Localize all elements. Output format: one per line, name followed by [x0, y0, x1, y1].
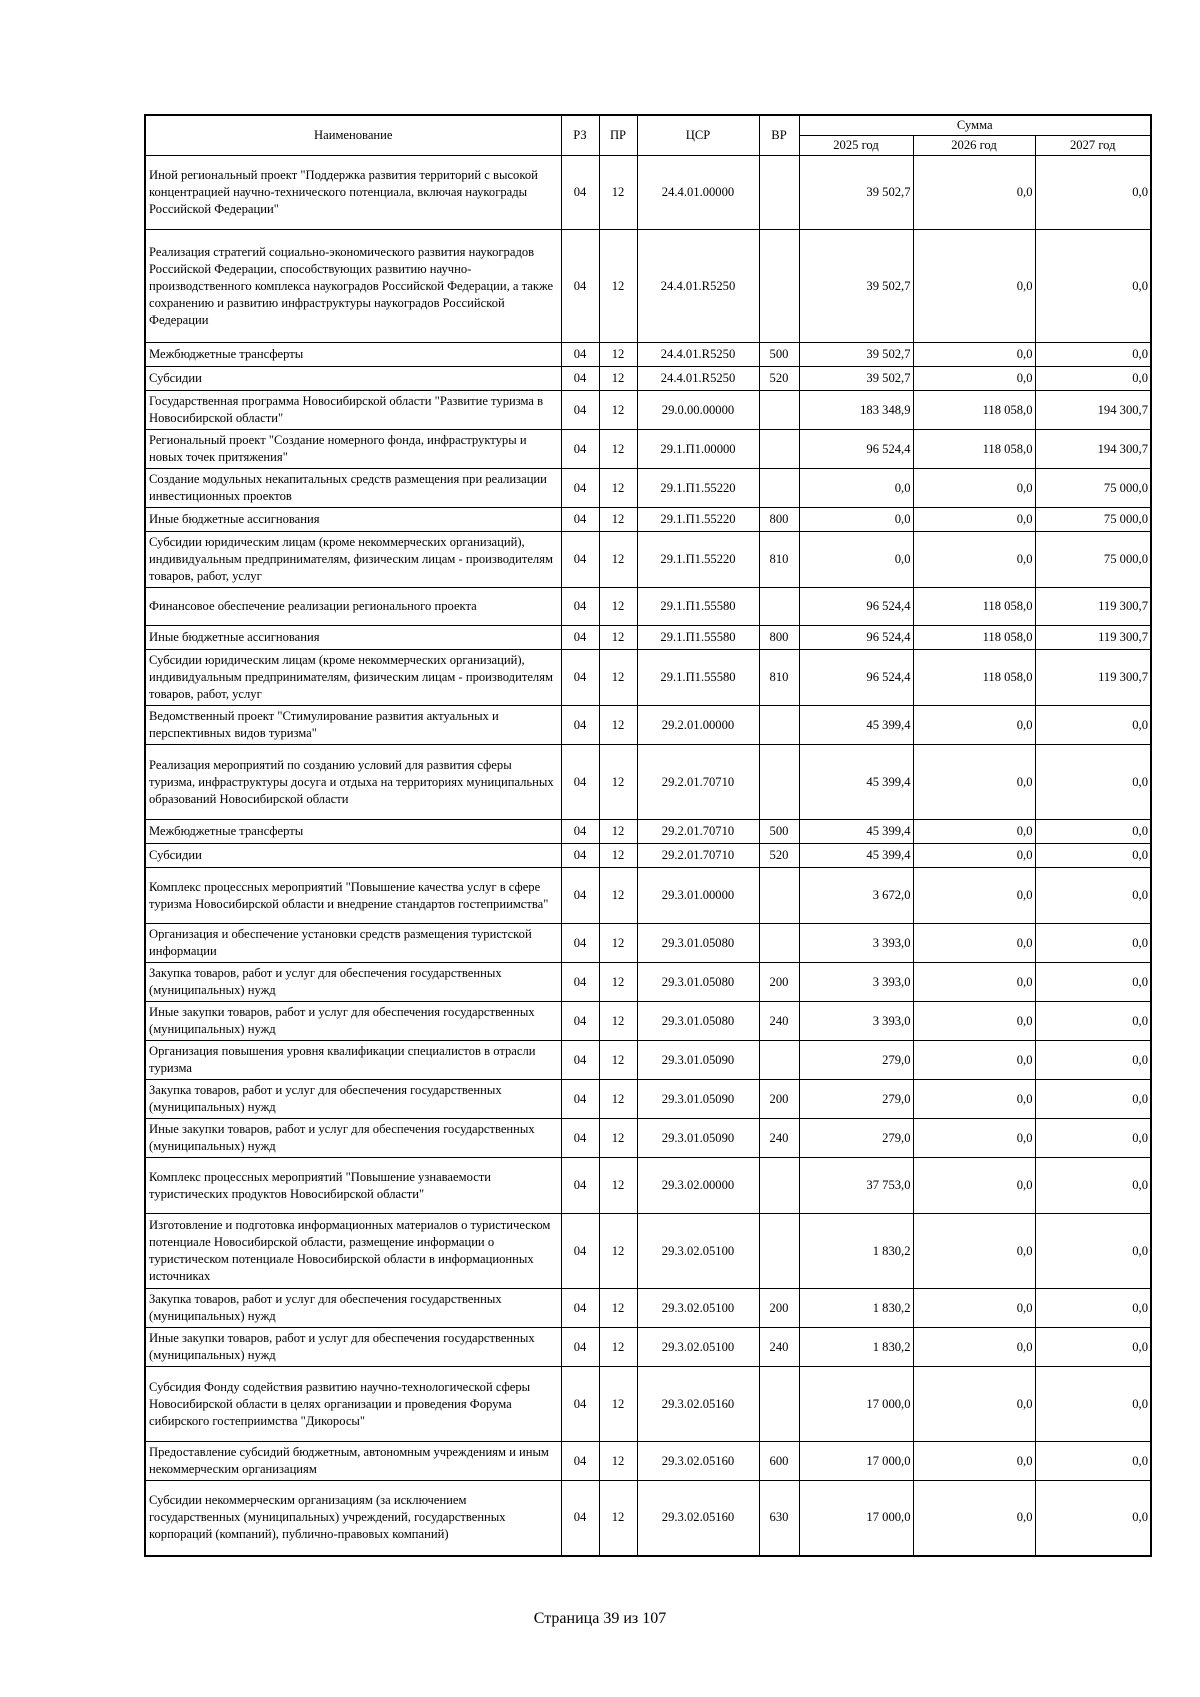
cell-2025: 45 399,4 [799, 706, 913, 745]
cell-rz: 04 [561, 963, 599, 1002]
cell-vr: 500 [759, 820, 799, 844]
cell-2026: 0,0 [913, 1119, 1035, 1158]
col-header-2025: 2025 год [799, 136, 913, 156]
cell-rz: 04 [561, 508, 599, 532]
cell-2026: 118 058,0 [913, 430, 1035, 469]
table-row [145, 430, 1151, 469]
cell-csr: 29.3.02.00000 [637, 1158, 759, 1214]
cell-vr [759, 391, 799, 430]
cell-csr: 24.4.01.R5250 [637, 343, 759, 367]
cell-name: Субсидии юридическим лицам (кроме некоммерческих организаций), индивидуальным предпринимателям, физическим лицам - производителям товаров, работ, услуг [145, 650, 561, 706]
cell-pr: 12 [599, 1442, 637, 1481]
cell-csr: 29.3.02.05100 [637, 1214, 759, 1289]
table-row [145, 1289, 1151, 1328]
cell-2026: 0,0 [913, 1158, 1035, 1214]
cell-vr: 810 [759, 650, 799, 706]
cell-pr: 12 [599, 820, 637, 844]
cell-vr: 630 [759, 1481, 799, 1556]
cell-2025: 96 524,4 [799, 626, 913, 650]
cell-2026: 0,0 [913, 1214, 1035, 1289]
cell-vr [759, 430, 799, 469]
cell-vr: 810 [759, 532, 799, 588]
cell-2025: 0,0 [799, 508, 913, 532]
cell-name: Иные закупки товаров, работ и услуг для обеспечения государственных (муниципальных) нужд [145, 1328, 561, 1367]
col-header-2026: 2026 год [913, 136, 1035, 156]
table-row [145, 469, 1151, 508]
cell-vr [759, 1158, 799, 1214]
cell-rz: 04 [561, 1041, 599, 1080]
cell-2027: 75 000,0 [1035, 469, 1151, 508]
table-body [145, 156, 1151, 1556]
cell-vr: 600 [759, 1442, 799, 1481]
cell-pr: 12 [599, 1119, 637, 1158]
col-header-vr: ВР [759, 115, 799, 156]
cell-csr: 29.3.01.05090 [637, 1119, 759, 1158]
cell-name: Закупка товаров, работ и услуг для обеспечения государственных (муниципальных) нужд [145, 963, 561, 1002]
table-row [145, 1119, 1151, 1158]
cell-name: Закупка товаров, работ и услуг для обеспечения государственных (муниципальных) нужд [145, 1289, 561, 1328]
cell-pr: 12 [599, 430, 637, 469]
cell-pr: 12 [599, 1158, 637, 1214]
cell-2026: 0,0 [913, 868, 1035, 924]
cell-2026: 0,0 [913, 508, 1035, 532]
cell-csr: 29.3.02.05160 [637, 1481, 759, 1556]
cell-2025: 96 524,4 [799, 588, 913, 626]
table-row [145, 706, 1151, 745]
cell-csr: 29.3.01.05080 [637, 924, 759, 963]
cell-name: Финансовое обеспечение реализации регионального проекта [145, 588, 561, 626]
cell-pr: 12 [599, 156, 637, 230]
cell-csr: 29.1.П1.55580 [637, 650, 759, 706]
cell-csr: 29.1.П1.55580 [637, 626, 759, 650]
cell-rz: 04 [561, 1328, 599, 1367]
table-row [145, 156, 1151, 230]
cell-pr: 12 [599, 1080, 637, 1119]
cell-2026: 0,0 [913, 963, 1035, 1002]
table-row [145, 1367, 1151, 1442]
cell-vr [759, 156, 799, 230]
cell-2025: 45 399,4 [799, 745, 913, 820]
cell-rz: 04 [561, 430, 599, 469]
table-row [145, 844, 1151, 868]
cell-2027: 0,0 [1035, 745, 1151, 820]
cell-csr: 24.4.01.R5250 [637, 367, 759, 391]
cell-rz: 04 [561, 1119, 599, 1158]
cell-vr: 240 [759, 1328, 799, 1367]
cell-2026: 0,0 [913, 1481, 1035, 1556]
cell-2026: 0,0 [913, 820, 1035, 844]
budget-table [144, 114, 1152, 1557]
cell-2026: 0,0 [913, 156, 1035, 230]
cell-2025: 17 000,0 [799, 1481, 913, 1556]
cell-2026: 0,0 [913, 1041, 1035, 1080]
cell-name: Субсидии [145, 844, 561, 868]
cell-csr: 29.2.01.70710 [637, 844, 759, 868]
cell-rz: 04 [561, 1214, 599, 1289]
cell-name: Предоставление субсидий бюджетным, автономным учреждениям и иным некоммерческим организациям [145, 1442, 561, 1481]
cell-2027: 0,0 [1035, 1481, 1151, 1556]
cell-csr: 24.4.01.R5250 [637, 230, 759, 343]
cell-name: Иные закупки товаров, работ и услуг для обеспечения государственных (муниципальных) нужд [145, 1002, 561, 1041]
cell-pr: 12 [599, 230, 637, 343]
cell-pr: 12 [599, 1289, 637, 1328]
cell-csr: 29.3.01.05090 [637, 1041, 759, 1080]
cell-vr [759, 1367, 799, 1442]
cell-csr: 29.3.01.00000 [637, 868, 759, 924]
table-row [145, 367, 1151, 391]
cell-2026: 0,0 [913, 1367, 1035, 1442]
cell-rz: 04 [561, 1002, 599, 1041]
cell-pr: 12 [599, 391, 637, 430]
col-header-sum: Сумма [799, 115, 1151, 136]
cell-pr: 12 [599, 588, 637, 626]
cell-2027: 0,0 [1035, 1289, 1151, 1328]
cell-2026: 0,0 [913, 706, 1035, 745]
col-header-2027: 2027 год [1035, 136, 1151, 156]
cell-vr: 520 [759, 844, 799, 868]
cell-2027: 75 000,0 [1035, 532, 1151, 588]
cell-2026: 118 058,0 [913, 588, 1035, 626]
cell-csr: 29.3.02.05100 [637, 1328, 759, 1367]
cell-2026: 0,0 [913, 924, 1035, 963]
table-row [145, 391, 1151, 430]
cell-pr: 12 [599, 1002, 637, 1041]
cell-csr: 29.3.02.05160 [637, 1367, 759, 1442]
cell-vr [759, 1041, 799, 1080]
cell-vr: 800 [759, 508, 799, 532]
cell-csr: 29.1.П1.55580 [637, 588, 759, 626]
cell-vr [759, 588, 799, 626]
cell-name: Субсидия Фонду содействия развитию научно-технологической сферы Новосибирской области в целях организации и проведения Форума сибирского гостеприимства "Дикоросы" [145, 1367, 561, 1442]
cell-csr: 29.3.01.05080 [637, 1002, 759, 1041]
cell-2027: 119 300,7 [1035, 650, 1151, 706]
cell-pr: 12 [599, 508, 637, 532]
cell-name: Комплекс процессных мероприятий "Повышение узнаваемости туристических продуктов Новосибирской области" [145, 1158, 561, 1214]
cell-2026: 118 058,0 [913, 650, 1035, 706]
cell-pr: 12 [599, 532, 637, 588]
cell-rz: 04 [561, 626, 599, 650]
table-row [145, 508, 1151, 532]
cell-vr: 800 [759, 626, 799, 650]
cell-rz: 04 [561, 469, 599, 508]
cell-csr: 29.3.02.05100 [637, 1289, 759, 1328]
cell-csr: 29.2.01.70710 [637, 745, 759, 820]
cell-vr [759, 469, 799, 508]
cell-rz: 04 [561, 367, 599, 391]
cell-2027: 0,0 [1035, 343, 1151, 367]
cell-rz: 04 [561, 706, 599, 745]
cell-2025: 279,0 [799, 1080, 913, 1119]
cell-2025: 0,0 [799, 532, 913, 588]
cell-2025: 39 502,7 [799, 230, 913, 343]
cell-vr: 240 [759, 1119, 799, 1158]
cell-2026: 0,0 [913, 1328, 1035, 1367]
table-row [145, 1158, 1151, 1214]
table-row [145, 1328, 1151, 1367]
table-row [145, 963, 1151, 1002]
table-row [145, 1214, 1151, 1289]
table-row [145, 588, 1151, 626]
cell-csr: 29.0.00.00000 [637, 391, 759, 430]
cell-2025: 37 753,0 [799, 1158, 913, 1214]
cell-2025: 45 399,4 [799, 820, 913, 844]
table-row [145, 745, 1151, 820]
cell-name: Иные закупки товаров, работ и услуг для обеспечения государственных (муниципальных) нужд [145, 1119, 561, 1158]
table-row [145, 532, 1151, 588]
cell-2027: 0,0 [1035, 1119, 1151, 1158]
cell-2026: 0,0 [913, 230, 1035, 343]
cell-rz: 04 [561, 588, 599, 626]
table-row [145, 650, 1151, 706]
cell-2027: 0,0 [1035, 868, 1151, 924]
cell-2026: 0,0 [913, 745, 1035, 820]
cell-2025: 3 672,0 [799, 868, 913, 924]
cell-2027: 0,0 [1035, 1367, 1151, 1442]
cell-2026: 118 058,0 [913, 391, 1035, 430]
cell-name: Иные бюджетные ассигнования [145, 626, 561, 650]
cell-vr [759, 1214, 799, 1289]
cell-csr: 29.1.П1.55220 [637, 469, 759, 508]
cell-2025: 3 393,0 [799, 924, 913, 963]
cell-pr: 12 [599, 706, 637, 745]
table-row [145, 924, 1151, 963]
cell-2025: 279,0 [799, 1119, 913, 1158]
table-header [145, 115, 1151, 156]
cell-2027: 0,0 [1035, 1158, 1151, 1214]
cell-2026: 0,0 [913, 343, 1035, 367]
cell-2026: 0,0 [913, 532, 1035, 588]
cell-pr: 12 [599, 844, 637, 868]
cell-2026: 0,0 [913, 367, 1035, 391]
table-row [145, 1002, 1151, 1041]
cell-vr: 200 [759, 1289, 799, 1328]
cell-2027: 0,0 [1035, 844, 1151, 868]
cell-2027: 0,0 [1035, 1080, 1151, 1119]
cell-2027: 0,0 [1035, 156, 1151, 230]
col-header-name: Наименование [145, 115, 561, 156]
cell-csr: 24.4.01.00000 [637, 156, 759, 230]
cell-csr: 29.2.01.70710 [637, 820, 759, 844]
cell-name: Реализация мероприятий по созданию условий для развития сферы туризма, инфраструктуры досуга и отдыха на территориях муниципальных образований Новосибирской области [145, 745, 561, 820]
cell-rz: 04 [561, 1481, 599, 1556]
cell-2025: 1 830,2 [799, 1289, 913, 1328]
cell-2027: 0,0 [1035, 963, 1151, 1002]
cell-name: Региональный проект "Создание номерного фонда, инфраструктуры и новых точек притяжения" [145, 430, 561, 469]
cell-vr: 500 [759, 343, 799, 367]
cell-csr: 29.2.01.00000 [637, 706, 759, 745]
cell-pr: 12 [599, 1328, 637, 1367]
cell-2027: 0,0 [1035, 1442, 1151, 1481]
cell-rz: 04 [561, 820, 599, 844]
cell-2026: 0,0 [913, 1442, 1035, 1481]
cell-rz: 04 [561, 650, 599, 706]
cell-2025: 39 502,7 [799, 367, 913, 391]
cell-2027: 0,0 [1035, 230, 1151, 343]
cell-vr: 240 [759, 1002, 799, 1041]
cell-vr [759, 706, 799, 745]
cell-pr: 12 [599, 650, 637, 706]
cell-2027: 194 300,7 [1035, 391, 1151, 430]
table-row [145, 1442, 1151, 1481]
cell-2025: 0,0 [799, 469, 913, 508]
cell-2027: 194 300,7 [1035, 430, 1151, 469]
table-row [145, 1080, 1151, 1119]
cell-rz: 04 [561, 156, 599, 230]
table-row [145, 820, 1151, 844]
cell-2025: 279,0 [799, 1041, 913, 1080]
cell-2025: 3 393,0 [799, 1002, 913, 1041]
cell-rz: 04 [561, 1289, 599, 1328]
col-header-pr: ПР [599, 115, 637, 156]
col-header-rz: РЗ [561, 115, 599, 156]
cell-name: Субсидии юридическим лицам (кроме некоммерческих организаций), индивидуальным предпринимателям, физическим лицам - производителям товаров, работ, услуг [145, 532, 561, 588]
cell-vr: 200 [759, 1080, 799, 1119]
cell-rz: 04 [561, 1080, 599, 1119]
cell-csr: 29.3.02.05160 [637, 1442, 759, 1481]
page-number: Страница 39 из 107 [533, 1610, 667, 1627]
table-row [145, 1041, 1151, 1080]
cell-csr: 29.3.01.05080 [637, 963, 759, 1002]
cell-vr [759, 745, 799, 820]
table-row [145, 1481, 1151, 1556]
cell-2025: 1 830,2 [799, 1214, 913, 1289]
table-row [145, 626, 1151, 650]
cell-2027: 0,0 [1035, 1002, 1151, 1041]
cell-csr: 29.1.П1.55220 [637, 532, 759, 588]
cell-rz: 04 [561, 844, 599, 868]
cell-pr: 12 [599, 367, 637, 391]
cell-2025: 3 393,0 [799, 963, 913, 1002]
cell-name: Организация повышения уровня квалификации специалистов в отрасли туризма [145, 1041, 561, 1080]
cell-2027: 0,0 [1035, 1214, 1151, 1289]
cell-2025: 183 348,9 [799, 391, 913, 430]
cell-pr: 12 [599, 626, 637, 650]
cell-name: Создание модульных некапитальных средств размещения при реализации инвестиционных проектов [145, 469, 561, 508]
cell-pr: 12 [599, 1214, 637, 1289]
cell-2027: 0,0 [1035, 924, 1151, 963]
cell-name: Изготовление и подготовка информационных материалов о туристическом потенциале Новосибирской области, размещение информации о туристическом потенциале Новосибирской области в информационных источниках [145, 1214, 561, 1289]
cell-2027: 0,0 [1035, 1328, 1151, 1367]
cell-2025: 45 399,4 [799, 844, 913, 868]
cell-2027: 0,0 [1035, 820, 1151, 844]
cell-csr: 29.3.01.05090 [637, 1080, 759, 1119]
cell-name: Закупка товаров, работ и услуг для обеспечения государственных (муниципальных) нужд [145, 1080, 561, 1119]
cell-vr [759, 230, 799, 343]
cell-2026: 0,0 [913, 1289, 1035, 1328]
cell-name: Ведомственный проект "Стимулирование развития актуальных и перспективных видов туризма" [145, 706, 561, 745]
cell-2027: 0,0 [1035, 1041, 1151, 1080]
cell-pr: 12 [599, 963, 637, 1002]
cell-name: Межбюджетные трансферты [145, 820, 561, 844]
cell-csr: 29.1.П1.55220 [637, 508, 759, 532]
cell-rz: 04 [561, 1158, 599, 1214]
cell-pr: 12 [599, 1367, 637, 1442]
cell-2025: 96 524,4 [799, 650, 913, 706]
cell-rz: 04 [561, 924, 599, 963]
cell-name: Субсидии некоммерческим организациям (за исключением государственных (муниципальных) учреждений, государственных корпораций (компаний), публично-правовых компаний) [145, 1481, 561, 1556]
cell-name: Иные бюджетные ассигнования [145, 508, 561, 532]
cell-2025: 17 000,0 [799, 1442, 913, 1481]
cell-vr: 200 [759, 963, 799, 1002]
cell-rz: 04 [561, 230, 599, 343]
cell-vr: 520 [759, 367, 799, 391]
cell-name: Комплекс процессных мероприятий "Повышение качества услуг в сфере туризма Новосибирской области и внедрение стандартов гостеприимства" [145, 868, 561, 924]
cell-rz: 04 [561, 868, 599, 924]
cell-pr: 12 [599, 868, 637, 924]
cell-2025: 1 830,2 [799, 1328, 913, 1367]
cell-pr: 12 [599, 745, 637, 820]
cell-name: Субсидии [145, 367, 561, 391]
cell-2026: 118 058,0 [913, 626, 1035, 650]
table-row [145, 230, 1151, 343]
cell-2026: 0,0 [913, 1080, 1035, 1119]
cell-2027: 119 300,7 [1035, 588, 1151, 626]
cell-name: Организация и обеспечение установки средств размещения туристской информации [145, 924, 561, 963]
cell-2027: 75 000,0 [1035, 508, 1151, 532]
cell-2027: 0,0 [1035, 706, 1151, 745]
cell-name: Межбюджетные трансферты [145, 343, 561, 367]
cell-name: Государственная программа Новосибирской области "Развитие туризма в Новосибирской области" [145, 391, 561, 430]
cell-2026: 0,0 [913, 469, 1035, 508]
cell-rz: 04 [561, 1367, 599, 1442]
cell-2026: 0,0 [913, 844, 1035, 868]
cell-rz: 04 [561, 745, 599, 820]
col-header-csr: ЦСР [637, 115, 759, 156]
table-row [145, 868, 1151, 924]
cell-csr: 29.1.П1.00000 [637, 430, 759, 469]
cell-2025: 39 502,7 [799, 343, 913, 367]
cell-2027: 119 300,7 [1035, 626, 1151, 650]
cell-rz: 04 [561, 343, 599, 367]
cell-vr [759, 924, 799, 963]
cell-vr [759, 868, 799, 924]
cell-2025: 39 502,7 [799, 156, 913, 230]
cell-rz: 04 [561, 532, 599, 588]
table-row [145, 343, 1151, 367]
cell-rz: 04 [561, 391, 599, 430]
cell-2026: 0,0 [913, 1002, 1035, 1041]
cell-2027: 0,0 [1035, 367, 1151, 391]
cell-pr: 12 [599, 924, 637, 963]
cell-pr: 12 [599, 343, 637, 367]
cell-pr: 12 [599, 1481, 637, 1556]
cell-pr: 12 [599, 1041, 637, 1080]
cell-2025: 17 000,0 [799, 1367, 913, 1442]
cell-2025: 96 524,4 [799, 430, 913, 469]
cell-rz: 04 [561, 1442, 599, 1481]
cell-name: Иной региональный проект "Поддержка развития территорий с высокой концентрацией научно-технического потенциала, включая наукограды Российской Федерации" [145, 156, 561, 230]
cell-name: Реализация стратегий социально-экономического развития наукоградов Российской Федерации, способствующих развитию научно-производственного комплекса наукоградов Российской Федерации, а также сохранению и развитию инфраструктуры наукоградов Российской Федерации [145, 230, 561, 343]
cell-pr: 12 [599, 469, 637, 508]
